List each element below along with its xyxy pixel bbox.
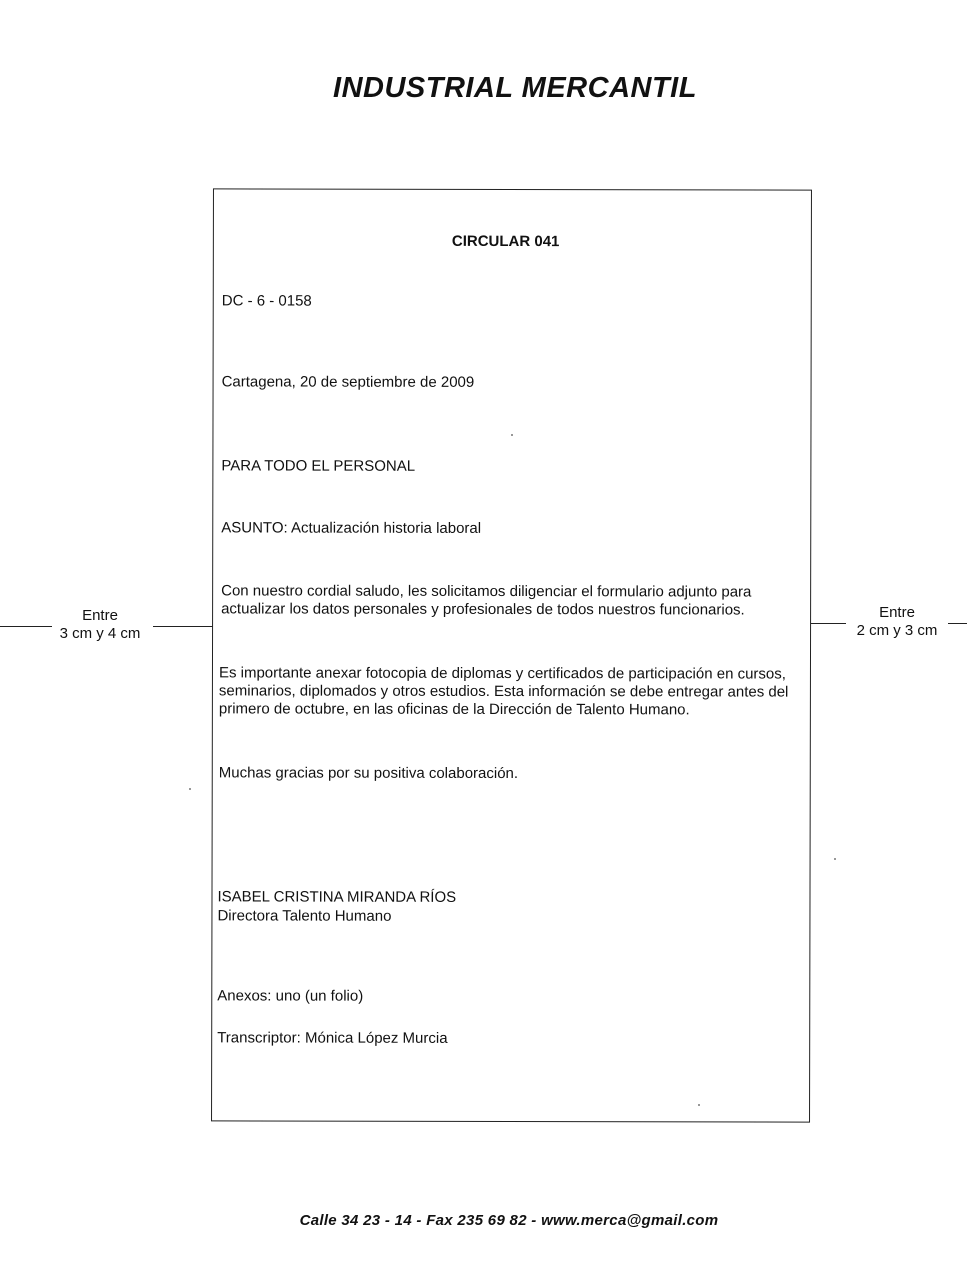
subject: ASUNTO: Actualización historia laboral xyxy=(221,519,482,537)
place-date: Cartagena, 20 de septiembre de 2009 xyxy=(221,373,475,391)
right-margin-label xyxy=(846,604,948,640)
scan-speck xyxy=(698,1104,700,1106)
footer-contact: Calle 34 23 - 14 - Fax 235 69 82 - www.merca@gmail.com xyxy=(299,1212,719,1229)
signer-name: ISABEL CRISTINA MIRANDA RÍOS xyxy=(217,888,457,906)
closing-line: Muchas gracias por su positiva colaboración. xyxy=(218,764,519,783)
scan-speck xyxy=(189,788,191,790)
scan-speck xyxy=(834,858,836,860)
paragraph-instructions: Es importante anexar fotocopia de diplomas y certificados de participación en cursos, seminarios, diplomados y otros estudios. Esta información se debe entregar antes del primero de octubre, en las oficinas de la Dirección de Talento Humano. xyxy=(218,664,789,719)
company-name: INDUSTRIAL MERCANTIL xyxy=(333,72,697,104)
document-code: DC - 6 - 0158 xyxy=(221,292,312,310)
left-margin-line1: Entre xyxy=(82,607,118,624)
right-margin-rule-inner xyxy=(811,623,846,624)
paragraph-request: Con nuestro cordial saludo, les solicitamos diligenciar el formulario adjunto para actualizar los datos personales y profesionales de todos nuestros funcionarios. xyxy=(221,582,752,619)
recipient: PARA TODO EL PERSONAL xyxy=(221,457,416,475)
left-margin-line2: 3 cm y 4 cm xyxy=(59,625,141,642)
right-margin-rule xyxy=(948,623,967,624)
left-margin-label xyxy=(52,607,148,643)
circular-title: CIRCULAR 041 xyxy=(451,232,560,251)
right-margin-line2: 2 cm y 3 cm xyxy=(856,622,938,639)
annexes: Anexos: uno (un folio) xyxy=(217,987,364,1005)
transcriber: Transcriptor: Mónica López Murcia xyxy=(217,1029,448,1047)
letter-sheet xyxy=(211,188,812,1122)
signer-title: Directora Talento Humano xyxy=(217,907,392,925)
right-margin-line1: Entre xyxy=(879,604,915,621)
left-margin-rule xyxy=(0,626,52,627)
left-margin-rule-inner xyxy=(153,626,213,627)
scan-speck xyxy=(511,434,513,436)
